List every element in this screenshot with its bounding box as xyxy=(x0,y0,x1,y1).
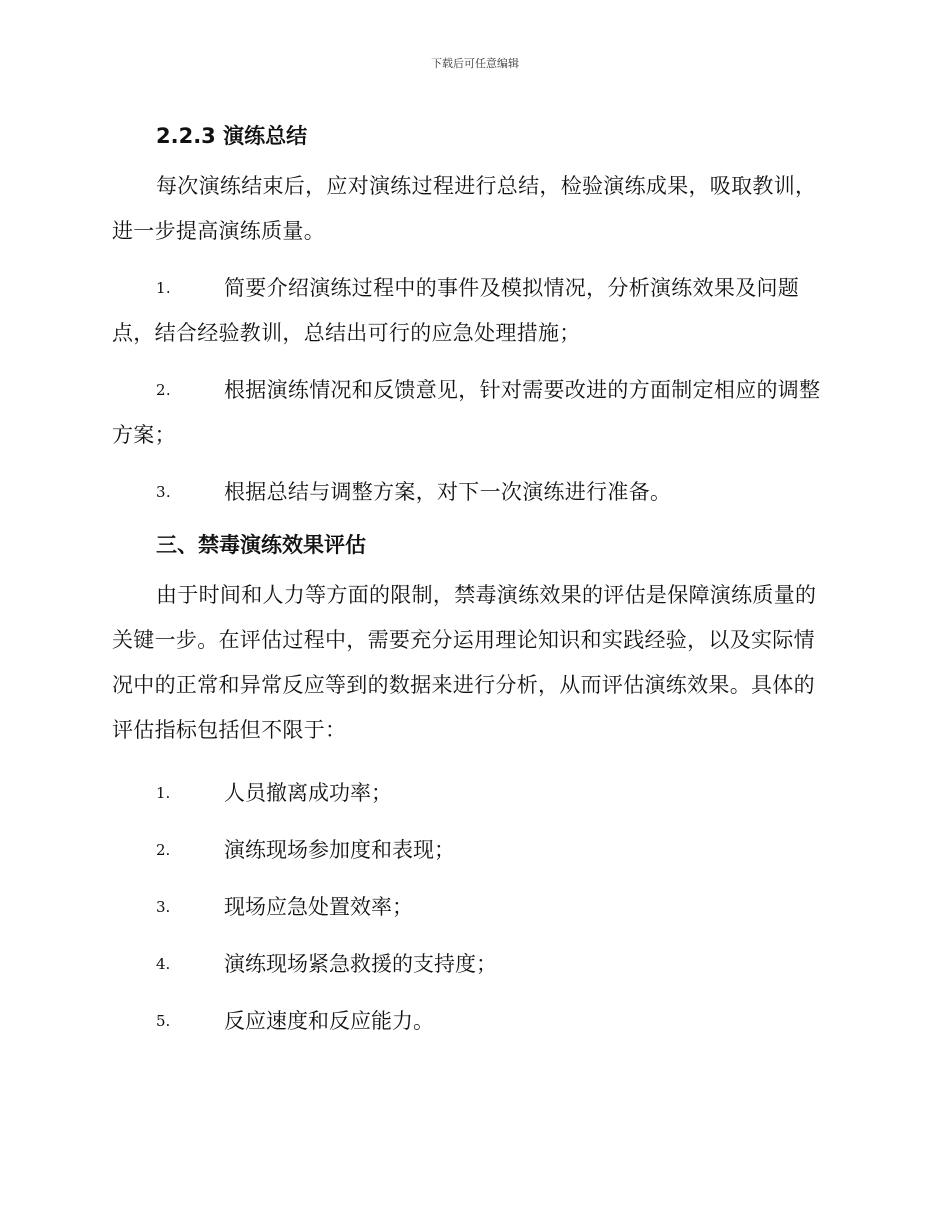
list-item-number: 1. xyxy=(156,784,171,802)
list-item-text-continued: 点，结合经验教训，总结出可行的应急处理措施； xyxy=(112,321,581,345)
list-item xyxy=(112,266,836,356)
list-item-number: 5. xyxy=(156,1012,171,1030)
list-item-number: 3. xyxy=(156,483,171,501)
section-2-2-3-intro: 每次演练结束后，应对演练过程进行总结，检验演练成果，吸取教训，进一步提高演练质量。 xyxy=(112,174,817,243)
list-item xyxy=(112,885,836,930)
list-item-number: 4. xyxy=(156,955,171,973)
section-heading-2-2-3: 2.2.3 演练总结 xyxy=(156,124,308,148)
list-item-text: 演练现场参加度和表现； xyxy=(224,838,455,862)
list-item-text-continued: 方案； xyxy=(112,423,176,447)
page-header-note: 下载后可任意编辑 xyxy=(431,57,519,70)
list-item xyxy=(112,771,836,816)
list-item xyxy=(112,368,836,458)
list-item-text: 现场应急处置效率； xyxy=(224,895,413,919)
list-item-text: 根据演练情况和反馈意见，针对需要改进的方面制定相应的调整 xyxy=(224,378,821,402)
list-item xyxy=(112,828,836,873)
list-item-number: 2. xyxy=(156,841,171,859)
document-body xyxy=(112,108,836,1044)
list-item-number: 2. xyxy=(156,381,171,399)
list-item-number: 3. xyxy=(156,898,171,916)
list-item xyxy=(112,470,836,515)
list-item-text: 根据总结与调整方案，对下一次演练进行准备。 xyxy=(224,480,672,504)
list-item-text: 反应速度和反应能力。 xyxy=(224,1009,434,1033)
list-item xyxy=(112,942,836,987)
list-item-number: 1. xyxy=(156,279,171,297)
section-heading-3: 三、禁毒演练效果评估 xyxy=(156,533,366,557)
list-item-text: 演练现场紧急救援的支持度； xyxy=(224,952,497,976)
list-item xyxy=(112,999,836,1044)
list-item-text: 人员撤离成功率； xyxy=(224,781,392,805)
section-3-intro: 由于时间和人力等方面的限制，禁毒演练效果的评估是保障演练质量的关键一步。在评估过程中，需要充分运用理论知识和实践经验，以及实际情况中的正常和异常反应等到的数据来进行分析，从而评估演练效果。具体的评估指标包括但不限于： xyxy=(112,583,817,742)
list-item-text: 简要介绍演练过程中的事件及模拟情况，分析演练效果及问题 xyxy=(224,276,800,300)
